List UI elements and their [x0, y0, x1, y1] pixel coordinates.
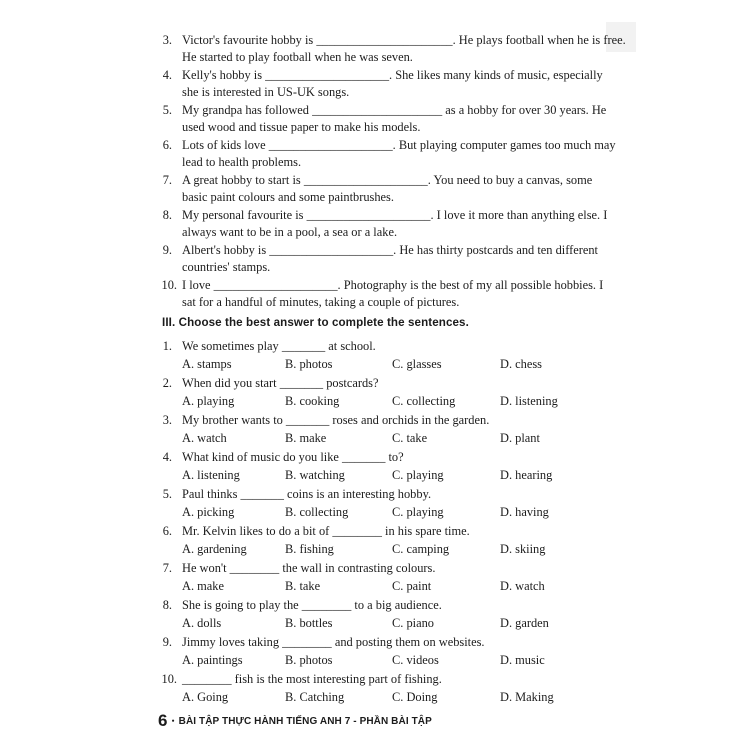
question-number: 2. — [162, 376, 172, 390]
question-text: What kind of music do you like _______ to? — [182, 450, 404, 464]
question-line: Victor's favourite hobby is ______________________. He plays football when he is free. — [182, 33, 626, 47]
question-number: 4. — [162, 450, 172, 464]
question-number: 9. — [162, 635, 172, 649]
question-line: A great hobby to start is ____________________. You need to buy a canvas, some — [182, 173, 593, 187]
answer-option-c: C. piano — [392, 616, 434, 630]
answer-option-d: D. skiing — [500, 542, 546, 556]
answer-option-a: A. Going — [182, 690, 229, 704]
question-text: Paul thinks _______ coins is an interesting hobby. — [182, 487, 432, 501]
question-text: Jimmy loves taking ________ and posting them on websites. — [182, 635, 485, 649]
exercise-3-heading: III. Choose the best answer to complete the sentences. — [162, 316, 469, 329]
question-number: 10. — [161, 672, 177, 686]
question-line: I love ____________________. Photography is the best of my all possible hobbies. I — [182, 278, 604, 292]
question-line: Albert's hobby is ____________________. He has thirty postcards and ten different — [182, 243, 598, 257]
question-text: We sometimes play _______ at school. — [182, 339, 376, 353]
answer-option-d: D. garden — [500, 616, 549, 630]
answer-option-a: A. make — [182, 579, 224, 593]
answer-option-c: C. playing — [392, 505, 444, 519]
answer-option-a: A. dolls — [182, 616, 222, 630]
question-line: Kelly's hobby is ____________________. She likes many kinds of music, especially — [182, 68, 603, 82]
question-line: lead to health problems. — [182, 155, 302, 169]
question-number: 7. — [162, 173, 172, 187]
question-number: 8. — [162, 208, 172, 222]
question-text: ________ fish is the most interesting part of fishing. — [182, 672, 442, 686]
answer-option-d: D. music — [500, 653, 545, 667]
answer-option-b: B. collecting — [285, 505, 349, 519]
question-number: 3. — [162, 33, 172, 47]
answer-option-d: D. hearing — [500, 468, 553, 482]
answer-option-a: A. paintings — [182, 653, 243, 667]
answer-option-a: A. picking — [182, 505, 235, 519]
question-line: basic paint colours and some paintbrushes. — [182, 190, 394, 204]
question-text: He won't ________ the wall in contrasting colours. — [182, 561, 436, 575]
question-line: Lots of kids love ____________________. But playing computer games too much may — [182, 138, 616, 152]
answer-option-c: C. videos — [392, 653, 439, 667]
answer-option-d: D. plant — [500, 431, 540, 445]
question-line: used wood and tissue paper to make his models. — [182, 120, 421, 134]
answer-option-b: B. watching — [285, 468, 345, 482]
question-number: 6. — [162, 138, 172, 152]
book-title: BÀI TẬP THỰC HÀNH TIẾNG ANH 7 - PHẦN BÀI TẬP — [178, 715, 432, 727]
answer-option-d: D. Making — [500, 690, 554, 704]
question-line: My grandpa has followed _____________________ as a hobby for over 30 years. He — [182, 103, 607, 117]
answer-option-c: C. playing — [392, 468, 444, 482]
question-line: she is interested in US-UK songs. — [182, 85, 350, 99]
answer-option-b: B. Catching — [285, 690, 345, 704]
answer-option-b: B. fishing — [285, 542, 334, 556]
question-number: 4. — [162, 68, 172, 82]
answer-option-a: A. stamps — [182, 357, 232, 371]
answer-option-d: D. chess — [500, 357, 542, 371]
answer-option-a: A. playing — [182, 394, 235, 408]
answer-option-b: B. cooking — [285, 394, 340, 408]
answer-option-d: D. listening — [500, 394, 558, 408]
question-number: 5. — [162, 103, 172, 117]
answer-option-c: C. glasses — [392, 357, 442, 371]
question-number: 3. — [162, 413, 172, 427]
question-text: When did you start _______ postcards? — [182, 376, 379, 390]
answer-option-d: D. watch — [500, 579, 545, 593]
answer-option-d: D. having — [500, 505, 549, 519]
question-number: 1. — [162, 339, 172, 353]
answer-option-a: A. gardening — [182, 542, 247, 556]
question-line: He started to play football when he was seven. — [182, 50, 413, 64]
answer-option-c: C. Doing — [392, 690, 438, 704]
question-line: My personal favourite is ____________________. I love it more than anything else. I — [182, 208, 608, 222]
answer-option-b: B. photos — [285, 653, 333, 667]
answer-option-b: B. take — [285, 579, 321, 593]
answer-option-b: B. make — [285, 431, 327, 445]
answer-option-a: A. watch — [182, 431, 227, 445]
answer-option-c: C. take — [392, 431, 428, 445]
question-number: 10. — [161, 278, 177, 292]
question-line: sat for a handful of minutes, taking a couple of pictures. — [182, 295, 460, 309]
answer-option-a: A. listening — [182, 468, 240, 482]
question-line: countries' stamps. — [182, 260, 271, 274]
answer-option-c: C. collecting — [392, 394, 456, 408]
question-text: My brother wants to _______ roses and orchids in the garden. — [182, 413, 490, 427]
question-number: 8. — [162, 598, 172, 612]
footer-bullet: • — [171, 716, 175, 726]
answer-option-c: C. paint — [392, 579, 432, 593]
question-number: 6. — [162, 524, 172, 538]
answer-option-b: B. photos — [285, 357, 333, 371]
question-line: always want to be in a pool, a sea or a lake. — [182, 225, 398, 239]
question-number: 5. — [162, 487, 172, 501]
question-number: 7. — [162, 561, 172, 575]
question-number: 9. — [162, 243, 172, 257]
question-text: She is going to play the ________ to a big audience. — [182, 598, 442, 612]
page-number: 6 — [158, 711, 168, 730]
answer-option-b: B. bottles — [285, 616, 333, 630]
question-text: Mr. Kelvin likes to do a bit of ________ in his spare time. — [182, 524, 470, 538]
answer-option-c: C. camping — [392, 542, 450, 556]
page-footer — [158, 712, 432, 730]
